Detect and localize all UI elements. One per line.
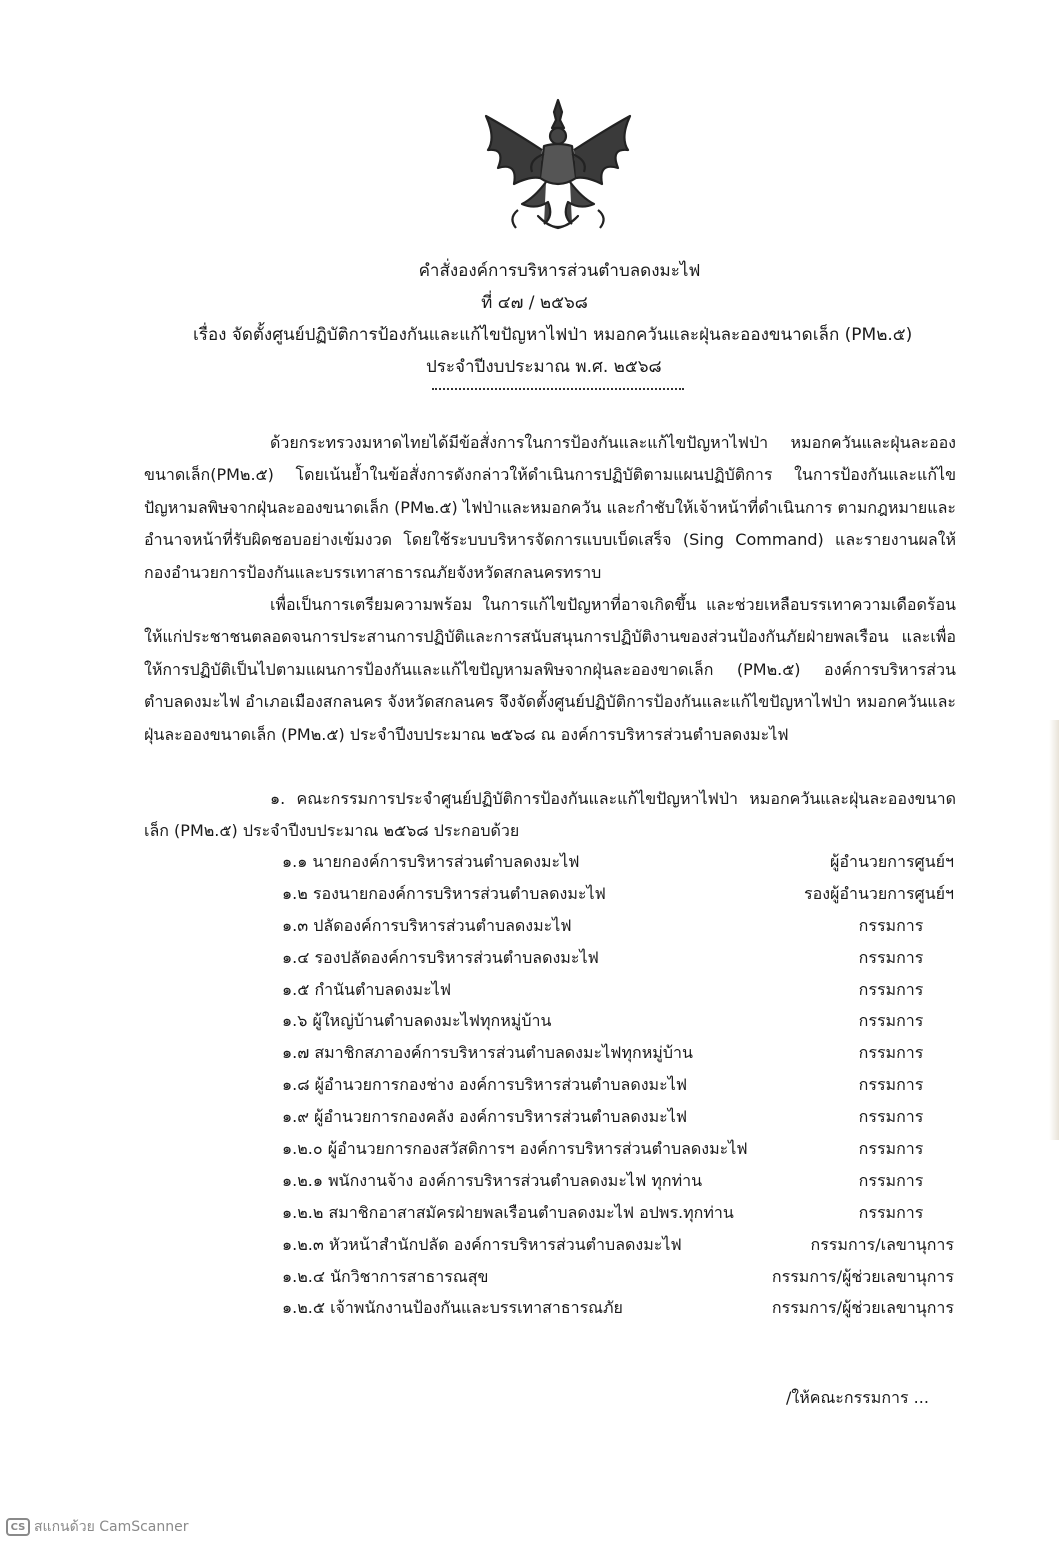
member-name: ๑.๒.๕ เจ้าพนักงานป้องกันและบรรเทาสาธารณภัย — [282, 1298, 623, 1318]
member-role: กรรมการ — [858, 947, 924, 967]
list-item — [282, 1133, 954, 1165]
member-name: ๑.๒.๐ ผู้อำนวยการกองสวัสดิการฯ องค์การบริหารส่วนตำบลดงมะไฟ — [282, 1139, 748, 1159]
member-name: ๑.๒ รองนายกองค์การบริหารส่วนตำบลดงมะไฟ — [282, 883, 606, 903]
member-role: กรรมการ — [858, 1202, 924, 1222]
list-item — [282, 1101, 954, 1133]
list-item — [282, 1037, 954, 1069]
member-role: กรรมการ — [858, 1075, 924, 1095]
paragraph-3-text: ๑. คณะกรรมการประจำศูนย์ปฏิบัติการป้องกันและแก้ไขปัญหาไฟป่า หมอกควันและฝุ่นละอองขนาดเล็ก (PM๒.๕) ประจำปีงบประมาณ ๒๕๖๘ ประกอบด้วย — [144, 789, 956, 841]
list-item — [282, 1292, 954, 1324]
scan-edge-shadow — [1049, 720, 1059, 1140]
order-subject-line2: ประจำปีงบประมาณ พ.ศ. ๒๕๖๘ — [426, 357, 662, 377]
list-item — [282, 878, 954, 910]
list-item — [282, 910, 954, 942]
member-name: ๑.๗ สมาชิกสภาองค์การบริหารส่วนตำบลดงมะไฟทุกหมู่บ้าน — [282, 1043, 693, 1063]
list-item — [282, 942, 954, 974]
paragraph-3 — [144, 783, 956, 848]
member-role: กรรมการ — [858, 1011, 924, 1031]
list-item — [282, 1197, 954, 1229]
member-name: ๑.๖ ผู้ใหญ่บ้านตำบลดงมะไฟทุกหมู่บ้าน — [282, 1011, 552, 1031]
list-item — [282, 846, 954, 878]
member-name: ๑.๒.๔ นักวิชาการสาธารณสุข — [282, 1266, 489, 1286]
member-name: ๑.๘ ผู้อำนวยการกองช่าง องค์การบริหารส่วนตำบลดงมะไฟ — [282, 1075, 688, 1095]
list-item — [282, 1165, 954, 1197]
member-name: ๑.๕ กำนันตำบลดงมะไฟ — [282, 979, 452, 999]
member-role: รองผู้อำนวยการศูนย์ฯ — [804, 883, 954, 903]
member-name: ๑.๑ นายกองค์การบริหารส่วนตำบลดงมะไฟ — [282, 852, 580, 871]
member-name: ๑.๒.๑ พนักงานจ้าง องค์การบริหารส่วนตำบลดงมะไฟ ทุกท่าน — [282, 1170, 703, 1190]
paragraph-1 — [144, 427, 956, 589]
member-role: กรรมการ — [858, 1107, 924, 1127]
paragraph-1-text: ด้วยกระทรวงมหาดไทยได้มีข้อสั่งการในการป้องกันและแก้ไขปัญหาไฟป่า หมอกควันและฝุ่นละอองขนาดเล็ก(PM๒.๕) โดยเน้นย้ำในข้อสั่งการดังกล่าวให้ดำเนินการปฏิบัติตามแผนปฏิบัติการ ในการป้องกันและแก้ไขปัญหามลพิษจากฝุ่นละอองขนาดเล็ก (PM๒.๕) ไฟป่าและหมอกควัน และกำชับให้เจ้าหน้าที่ดำเนินการ ตามกฎหมายและอำนาจหน้าที่รับผิดชอบอย่างเข้มงวด โดยใช้ระบบบริหารจัดการแบบเบ็ดเสร็จ (Sing Command) และรายงานผลให้กองอำนวยการป้องกันและบรรเทาสาธารณภัยจังหวัดสกลนครทราบ — [144, 433, 956, 582]
member-role: กรรมการ — [858, 1170, 924, 1190]
garuda-emblem-icon — [478, 98, 638, 243]
member-role: กรรมการ — [858, 1139, 924, 1159]
member-name: ๑.๒.๒ สมาชิกอาสาสมัครฝ่ายพลเรือนตำบลดงมะไฟ อปพร.ทุกท่าน — [282, 1202, 734, 1222]
member-name: ๑.๔ รองปลัดองค์การบริหารส่วนตำบลดงมะไฟ — [282, 947, 599, 967]
continued-note: /ให้คณะกรรมการ ... — [786, 1388, 929, 1407]
list-item — [282, 1229, 954, 1261]
camscanner-watermark — [6, 1516, 189, 1538]
order-number: ที่ ๔๗ / ๒๕๖๘ — [481, 293, 588, 313]
camscanner-logo-icon: CS — [6, 1518, 30, 1536]
member-role: กรรมการ — [858, 979, 924, 999]
paragraph-2 — [144, 589, 956, 751]
member-name: ๑.๒.๓ หัวหน้าสำนักปลัด องค์การบริหารส่วนตำบลดงมะไฟ — [282, 1234, 682, 1254]
list-item — [282, 1069, 954, 1101]
order-subject: เรื่อง จัดตั้งศูนย์ปฏิบัติการป้องกันและแก้ไขปัญหาไฟป่า หมอกควันและฝุ่นละอองขนาดเล็ก (PM๒.๕) — [193, 325, 913, 345]
dotted-divider — [432, 388, 684, 390]
member-role: ผู้อำนวยการศูนย์ฯ — [830, 852, 954, 871]
paragraph-2-text: เพื่อเป็นการเตรียมความพร้อม ในการแก้ไขปัญหาที่อาจเกิดขึ้น และช่วยเหลือบรรเทาความเดือดร้อน ให้แก่ประชาชนตลอดจนการประสานการปฏิบัติและการสนับสนุนการปฏิบัติงานของส่วนป้องกันภัยฝ่ายพลเรือน และเพื่อให้การปฏิบัติเป็นไปตามแผนการป้องกันและแก้ไขปัญหามลพิษจากฝุ่นละอองขาดเล็ก (PM๒.๕) องค์การบริหารส่วนตำบลดงมะไฟ อำเภอเมืองสกลนคร จังหวัดสกลนคร จึงจัดตั้งศูนย์ปฏิบัติการป้องกันและแก้ไขปัญหาไฟป่า หมอกควันและฝุ่นละอองขนาดเล็ก (PM๒.๕) ประจำปีงบประมาณ ๒๕๖๘ ณ องค์การบริหารส่วนตำบลดงมะไฟ — [144, 595, 956, 744]
list-item — [282, 974, 954, 1006]
list-item — [282, 1261, 954, 1293]
member-role: กรรมการ — [858, 915, 924, 935]
member-role: กรรมการ/ผู้ช่วยเลขานุการ — [771, 1266, 954, 1286]
member-name: ๑.๙ ผู้อำนวยการกองคลัง องค์การบริหารส่วนตำบลดงมะไฟ — [282, 1107, 688, 1127]
member-role: กรรมการ/เลขานุการ — [810, 1234, 954, 1254]
order-title: คำสั่งองค์การบริหารส่วนตำบลดงมะไฟ — [418, 261, 701, 281]
committee-list — [282, 846, 954, 1324]
member-name: ๑.๓ ปลัดองค์การบริหารส่วนตำบลดงมะไฟ — [282, 915, 572, 935]
member-role: กรรมการ/ผู้ช่วยเลขานุการ — [771, 1298, 954, 1318]
member-role: กรรมการ — [858, 1043, 924, 1063]
list-item — [282, 1005, 954, 1037]
camscanner-text: สแกนด้วย CamScanner — [34, 1519, 189, 1535]
